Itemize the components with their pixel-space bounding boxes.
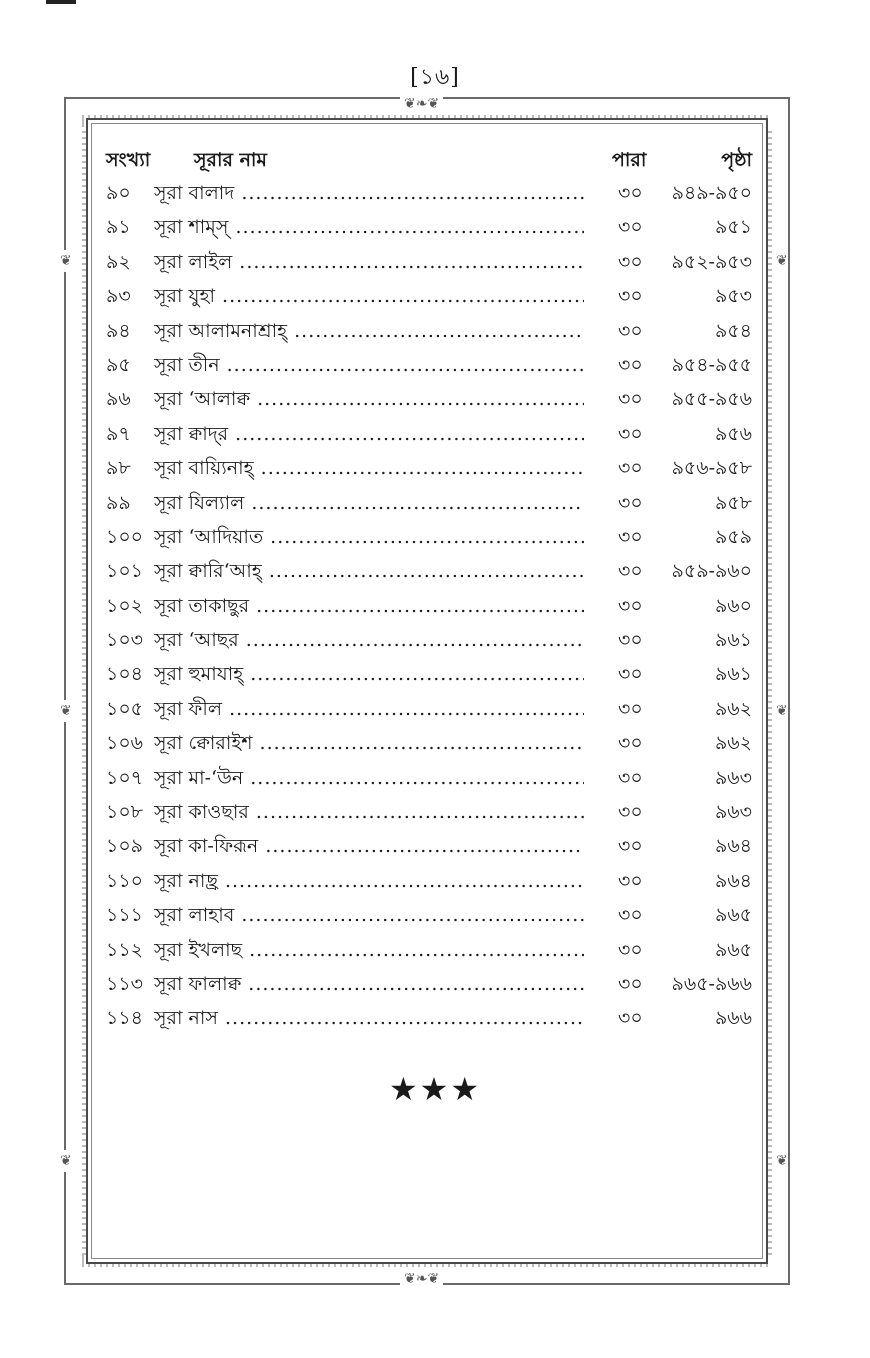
header-number: সংখ্যা: [106, 149, 151, 171]
border-ornament-icon: ❦❧❦: [400, 97, 443, 111]
para-number: ৩০: [618, 525, 643, 548]
toc-row: [104, 417, 752, 451]
toc-row: [104, 486, 752, 520]
page-range: ৯৫১: [715, 216, 752, 239]
surah-number: ১০০: [106, 525, 144, 548]
page-range: ৯৫৯: [715, 525, 752, 548]
para-number: ৩০: [618, 801, 643, 824]
surah-name: সূরা শাম্স্ .....: [154, 210, 584, 244]
para-number: ৩০: [618, 491, 643, 514]
surah-number: ১১০: [106, 869, 144, 892]
surah-name: সূরা নাছ্র .....: [154, 864, 584, 898]
surah-name: সূরা কা-ফিরূন .....: [154, 829, 584, 863]
page-range: ৯৬৬: [714, 1007, 752, 1030]
surah-number: ১০৩: [106, 629, 144, 652]
para-number: ৩০: [618, 629, 643, 652]
surah-number: ১০২: [106, 594, 144, 617]
surah-name: সূরা ইখলাছ .....: [154, 933, 584, 967]
header-para: পারা: [612, 149, 647, 171]
toc-row: [104, 967, 752, 1001]
para-number: ৩০: [618, 766, 643, 789]
toc-row: [104, 348, 752, 382]
toc-row: [104, 1001, 752, 1035]
para-number: ৩০: [618, 835, 643, 858]
para-number: ৩০: [618, 938, 643, 961]
surah-name: সূরা তাকাছুর .....: [154, 589, 584, 623]
page-range: ৯৬২: [714, 697, 752, 720]
toc-row: [104, 933, 752, 967]
surah-number: ১০১: [106, 560, 144, 583]
surah-number: ৯০: [106, 182, 131, 204]
toc-row: [104, 520, 752, 554]
para-number: ৩০: [618, 663, 643, 686]
surah-name: সূরা কাওছার .....: [154, 795, 584, 829]
toc-row: [104, 451, 752, 485]
border-ornament-icon: ❦: [60, 250, 72, 272]
para-number: ৩০: [618, 972, 643, 995]
surah-number: ১১৪: [106, 1007, 143, 1030]
border-ornament-icon: ❦: [776, 1150, 788, 1172]
page-range: ৯৬৫: [714, 904, 752, 927]
surah-name: সূরা ক্বাদ্‌র .....: [154, 417, 584, 451]
page-range: ৯৫২-৯৫৩: [671, 250, 752, 273]
page-range: ৯৫৮: [715, 491, 752, 514]
para-number: ৩০: [618, 285, 643, 308]
toc-row: [104, 829, 752, 863]
para-number: ৩০: [618, 422, 643, 445]
surah-name: সূরা বায়্যিনাহ্ .....: [154, 451, 584, 485]
surah-number: ১০৫: [106, 697, 144, 720]
page-range: ৯৫৩: [714, 285, 752, 308]
page-range: ৯৫৯-৯৬০: [671, 560, 752, 583]
para-number: ৩০: [618, 904, 643, 927]
page-range: ৯৬১: [714, 629, 752, 652]
surah-number: ৯৫: [106, 353, 131, 376]
surah-number: ৯৩: [106, 285, 131, 308]
surah-name: সূরা মা-‘উন .....: [154, 761, 584, 795]
surah-name: সূরা ‘আছর .....: [154, 623, 584, 657]
para-number: ৩০: [618, 869, 643, 892]
surah-number: ৯৭: [106, 422, 131, 445]
toc-row: [104, 795, 752, 829]
para-number: ৩০: [618, 319, 643, 342]
toc-row: [104, 692, 752, 726]
surah-name: সূরা লাহাব .....: [154, 898, 584, 932]
surah-name: সূরা ‘আলাক্ব .....: [154, 382, 584, 416]
page-range: ৯৪৯-৯৫০: [671, 182, 752, 204]
toc-row: [104, 761, 752, 795]
surah-name: সূরা যিল্যাল .....: [154, 486, 584, 520]
toc-row: [104, 176, 752, 210]
page-range: ৯৬৪: [714, 869, 752, 892]
surah-number: ১১৩: [106, 972, 144, 995]
page-range: ৯৫৫-৯৫৬: [671, 388, 752, 411]
surah-name: সূরা ফীল .....: [154, 692, 584, 726]
surah-number: ৯১: [106, 216, 131, 239]
table-of-contents: [104, 140, 752, 1036]
toc-row: [104, 864, 752, 898]
para-number: ৩০: [618, 697, 643, 720]
surah-number: ১০৮: [106, 801, 144, 824]
toc-header: [104, 140, 752, 176]
surah-number: ১০৯: [106, 835, 144, 858]
page-range: ৯৬০: [714, 594, 752, 617]
border-ornament-icon: ❦: [60, 1150, 72, 1172]
toc-row: [104, 726, 752, 760]
surah-name: সূরা ক্বোরাইশ .....: [154, 726, 584, 760]
para-number: ৩০: [618, 732, 643, 755]
three-stars-ornament: ★★★: [388, 1070, 482, 1108]
toc-row: [104, 554, 752, 588]
para-number: ৩০: [618, 353, 643, 376]
surah-number: ১১১: [106, 904, 143, 927]
surah-number: ৯২: [106, 250, 131, 273]
page-range: ৯৬৫: [714, 938, 752, 961]
surah-name: সূরা হুমাযাহ্ .....: [154, 657, 584, 691]
toc-row: [104, 279, 752, 313]
surah-name: সূরা আলামনাশ্রাহ্ .....: [154, 314, 584, 348]
surah-number: ৯৯: [106, 491, 131, 514]
para-number: ৩০: [618, 1007, 643, 1030]
page-range: ৯৫৬: [714, 422, 752, 445]
border-ornament-icon: ❦: [776, 250, 788, 272]
para-number: ৩০: [618, 594, 643, 617]
surah-name: সূরা যুহা .....: [154, 279, 584, 313]
para-number: ৩০: [618, 457, 643, 480]
para-number: ৩০: [618, 250, 643, 273]
toc-row: [104, 898, 752, 932]
page-range: ৯৬৩: [714, 766, 752, 789]
surah-number: ১০৭: [106, 766, 144, 789]
border-ornament-icon: ❦❧❦: [400, 1272, 443, 1286]
header-page: পৃষ্ঠা: [721, 149, 752, 171]
toc-row: [104, 210, 752, 244]
surah-name: সূরা লাইল .....: [154, 245, 584, 279]
border-ornament-icon: ❦: [60, 700, 72, 722]
surah-name: সূরা ক্বারি‘আহ্ .....: [154, 554, 584, 588]
surah-name: সূরা ফালাক্ব .....: [154, 967, 584, 1001]
surah-number: ৯৮: [106, 457, 131, 480]
toc-row: [104, 382, 752, 416]
page-number: [১৬]: [410, 65, 460, 90]
surah-name: সূরা তীন .....: [154, 348, 584, 382]
border-ornament-icon: ❦: [776, 700, 788, 722]
toc-row: [104, 589, 752, 623]
header-name: সূরার নাম: [194, 149, 267, 171]
surah-number: ৯৬: [106, 388, 131, 411]
page-range: ৯৬৫-৯৬৬: [671, 972, 752, 995]
page-range: ৯৫৪: [715, 319, 752, 342]
page-range: ৯৬৪: [714, 835, 752, 858]
para-number: ৩০: [618, 388, 643, 411]
toc-row: [104, 657, 752, 691]
page-range: ৯৫৪-৯৫৫: [671, 353, 752, 376]
scan-edge-mark: [46, 0, 76, 4]
para-number: ৩০: [618, 182, 643, 204]
toc-row: [104, 245, 752, 279]
surah-number: ১০৪: [106, 663, 144, 686]
surah-name: সূরা বালাদ .....: [154, 176, 584, 210]
toc-row: [104, 314, 752, 348]
para-number: ৩০: [618, 560, 643, 583]
para-number: ৩০: [618, 216, 643, 239]
surah-name: সূরা নাস .....: [154, 1001, 584, 1035]
toc-rows: [104, 176, 752, 1036]
toc-row: [104, 623, 752, 657]
page-range: ৯৫৬-৯৫৮: [671, 457, 752, 480]
surah-number: ৯৪: [106, 319, 131, 342]
page-range: ৯৬৩: [714, 801, 752, 824]
surah-number: ১০৬: [106, 732, 144, 755]
surah-name: সূরা ‘আদিয়াত .....: [154, 520, 584, 554]
surah-number: ১১২: [106, 938, 144, 961]
page-range: ৯৬১: [714, 663, 752, 686]
page-range: ৯৬২: [714, 732, 752, 755]
